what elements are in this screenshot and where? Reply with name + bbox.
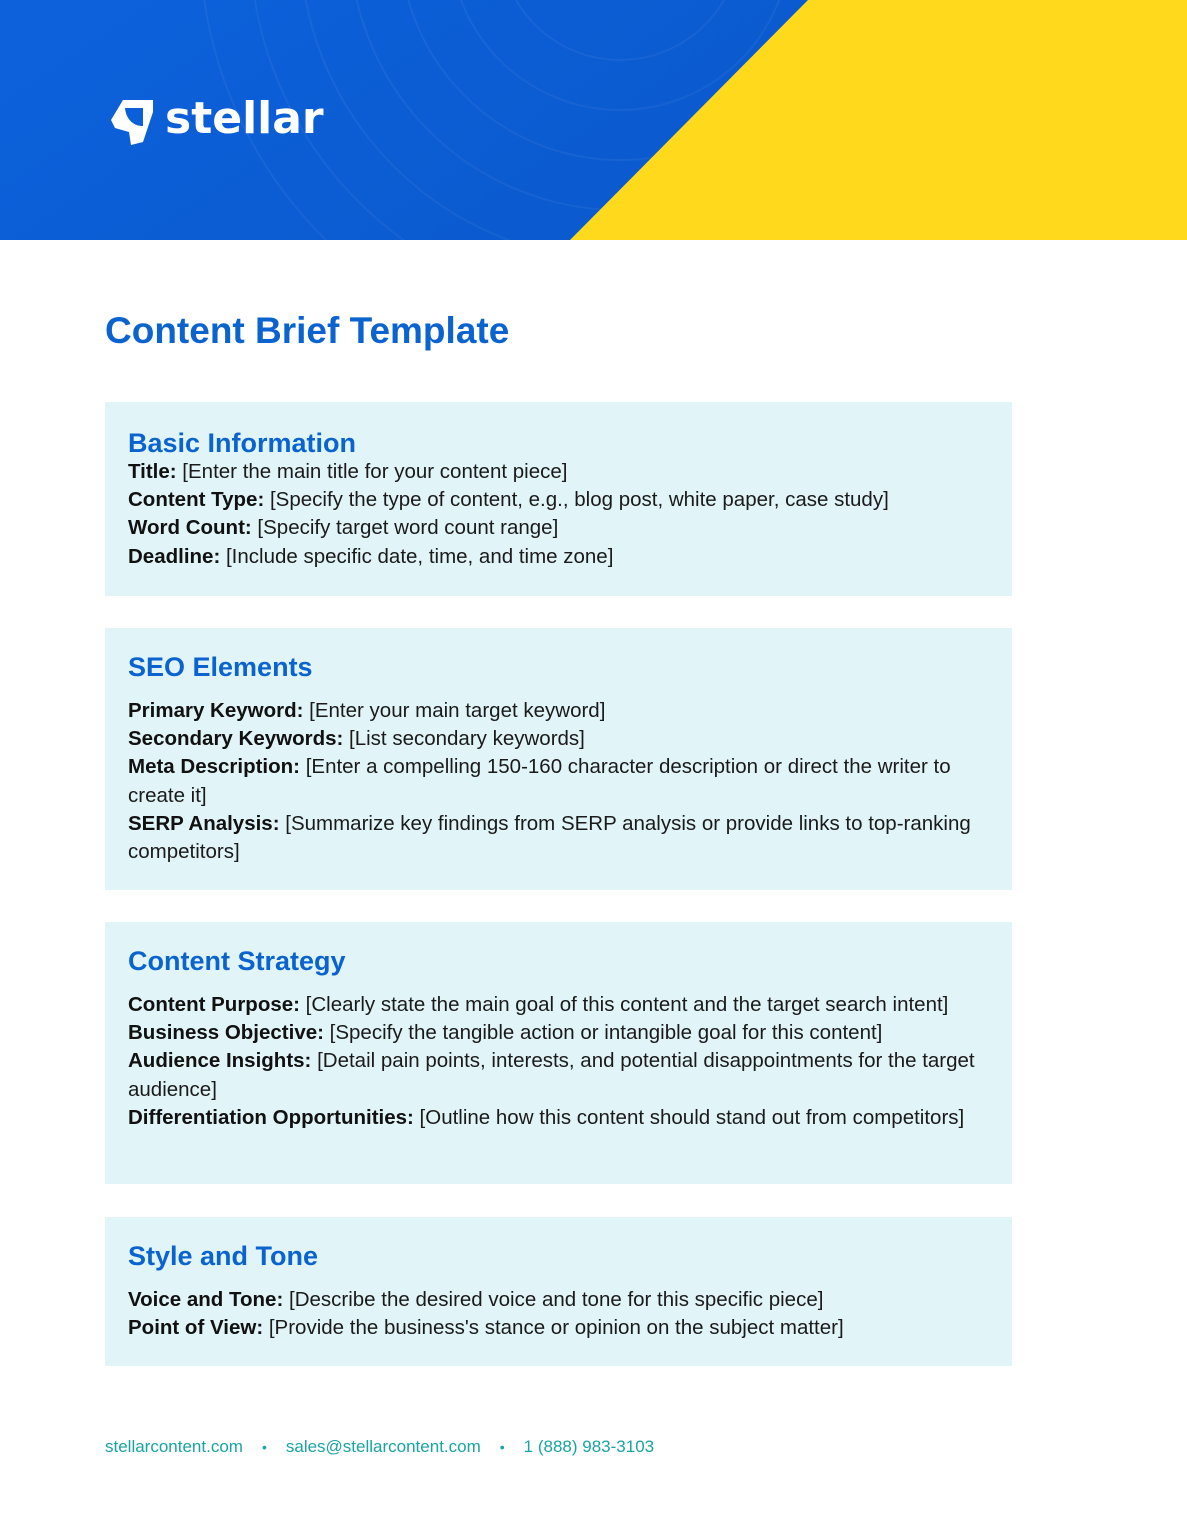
field-placeholder: [Include specific date, time, and time zone] [220,544,614,568]
field-placeholder: [Specify the type of content, e.g., blog post, white paper, case study] [264,488,889,512]
field-list [128,697,992,866]
field-label: Content Type: [128,488,265,512]
section-title: Content Strategy [128,946,346,976]
field-list [128,991,992,1132]
section-title: SEO Elements [128,652,313,682]
separator-dot: • [499,1439,505,1455]
website-link[interactable]: stellarcontent.com [105,1437,243,1456]
field-placeholder: [Enter a compelling 150-160 character description or direct the writer to create it] [128,755,951,807]
field-secondary-keywords[interactable] [128,725,992,753]
stellar-logo[interactable] [109,93,324,146]
field-voice-and-tone[interactable] [128,1286,992,1314]
field-list [128,458,992,571]
field-label: Word Count: [128,516,252,540]
field-label: Title: [128,460,177,483]
field-label: Voice and Tone: [128,1288,284,1311]
field-label: Differentiation Opportunities: [128,1105,414,1129]
field-label: Business Objective: [128,1021,324,1045]
field-placeholder: [Clearly state the main goal of this content and the target search intent] [299,993,949,1016]
field-serp-analysis[interactable] [128,810,992,866]
brand-name: stellar [165,93,324,144]
field-label: Secondary Keywords: [128,727,344,751]
field-differentiation-opportunities[interactable] [128,1104,992,1132]
field-label: Meta Description: [128,755,300,779]
field-placeholder: [Specify target word count range] [251,516,559,540]
field-primary-keyword[interactable] [128,697,992,725]
field-business-objective[interactable] [128,1019,992,1047]
footer-contact [105,1436,654,1458]
field-label: Audience Insights: [128,1049,312,1073]
field-label: Content Purpose: [128,993,300,1016]
section-style-and-tone [105,1217,1012,1366]
field-list [128,1286,992,1342]
field-placeholder: [Summarize key findings from SERP analysis or provide links to top-ranking competitors] [128,811,971,864]
email-link[interactable]: sales@stellarcontent.com [285,1437,481,1456]
field-placeholder: [Provide the business's stance or opinion on the subject matter] [263,1316,844,1340]
section-seo-elements [105,628,1012,890]
field-label: Primary Keyword: [128,699,304,722]
field-content-type[interactable] [128,486,992,514]
section-title: Basic Information [128,428,357,458]
section-basic-information [105,402,1012,596]
field-label: SERP Analysis: [128,811,280,835]
phone-link[interactable]: 1 (888) 983-3103 [523,1437,655,1456]
field-meta-description[interactable] [128,753,992,809]
field-word-count[interactable] [128,514,992,542]
field-placeholder: [Outline how this content should stand out from competitors] [413,1105,965,1129]
stellar-logo-icon [109,98,157,146]
field-audience-insights[interactable] [128,1047,992,1103]
field-point-of-view[interactable] [128,1314,992,1342]
field-label: Deadline: [128,544,221,568]
page-title: Content Brief Template [105,310,510,351]
separator-dot: • [261,1439,267,1455]
field-deadline[interactable] [128,543,992,571]
field-placeholder: [Specify the tangible action or intangible goal for this content] [323,1021,883,1045]
field-placeholder: [Enter the main title for your content piece] [176,460,568,483]
field-placeholder: [Describe the desired voice and tone for this specific piece] [283,1288,824,1311]
field-placeholder: [Enter your main target keyword] [303,699,606,722]
field-content-purpose[interactable] [128,991,992,1019]
section-content-strategy [105,922,1012,1184]
header-banner [0,0,1187,240]
field-label: Point of View: [128,1316,264,1340]
field-title[interactable] [128,458,992,486]
section-title: Style and Tone [128,1241,319,1271]
field-placeholder: [List secondary keywords] [343,727,585,751]
field-placeholder: [Detail pain points, interests, and potential disappointments for the target audience] [128,1049,975,1101]
